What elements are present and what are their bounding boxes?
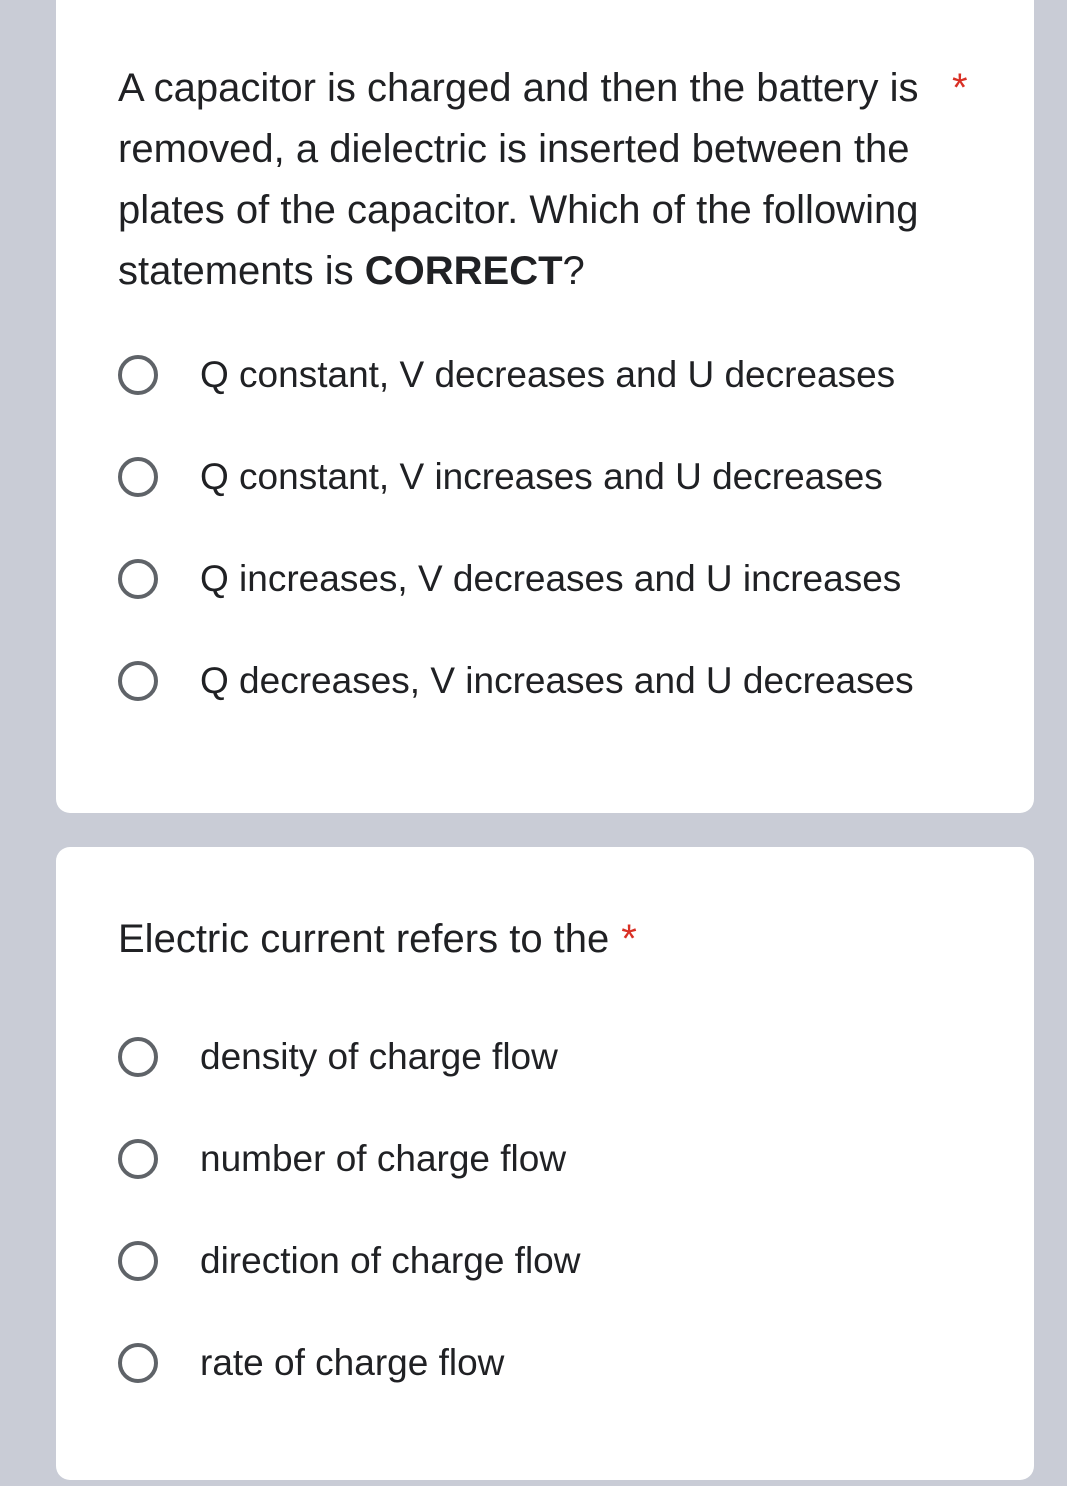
radio-button-icon[interactable] bbox=[118, 1037, 158, 1077]
radio-button-icon[interactable] bbox=[118, 355, 158, 395]
required-asterisk: * bbox=[621, 917, 637, 961]
option-label: Q increases, V decreases and U increases bbox=[200, 558, 902, 599]
radio-button-icon[interactable] bbox=[118, 1343, 158, 1383]
question-title bbox=[118, 58, 998, 302]
question-text-emphasis: CORRECT bbox=[364, 249, 563, 293]
option-label: number of charge flow bbox=[200, 1138, 567, 1179]
radio-button-icon[interactable] bbox=[118, 1241, 158, 1281]
question-card-capacitor bbox=[56, 0, 1034, 813]
question-title bbox=[118, 909, 998, 970]
radio-option[interactable] bbox=[118, 556, 1004, 658]
option-label: Q decreases, V increases and U decreases bbox=[200, 660, 914, 701]
radio-button-icon[interactable] bbox=[118, 661, 158, 701]
option-label: rate of charge flow bbox=[200, 1342, 505, 1383]
radio-button-icon[interactable] bbox=[118, 457, 158, 497]
radio-button-icon[interactable] bbox=[118, 559, 158, 599]
radio-option[interactable] bbox=[118, 1034, 1004, 1136]
radio-option-list bbox=[118, 352, 1004, 760]
radio-option[interactable] bbox=[118, 1340, 1004, 1442]
question-text: Electric current refers to the bbox=[118, 917, 610, 961]
question-card-electric-current bbox=[56, 847, 1034, 1480]
question-text-end: ? bbox=[562, 249, 585, 293]
required-asterisk: * bbox=[952, 66, 968, 110]
option-label: density of charge flow bbox=[200, 1036, 558, 1077]
option-label: Q constant, V increases and U decreases bbox=[200, 456, 883, 497]
radio-option-list bbox=[118, 1034, 1004, 1442]
radio-option[interactable] bbox=[118, 1238, 1004, 1340]
radio-option[interactable] bbox=[118, 1136, 1004, 1238]
radio-option[interactable] bbox=[118, 658, 1004, 760]
option-label: Q constant, V decreases and U decreases bbox=[200, 354, 896, 395]
question-text: A capacitor is charged and then the battery is removed, a dielectric is inserted between the plates of the capacitor. Which of the following statements is bbox=[118, 66, 919, 293]
radio-option[interactable] bbox=[118, 454, 1004, 556]
radio-button-icon[interactable] bbox=[118, 1139, 158, 1179]
radio-option[interactable] bbox=[118, 352, 1004, 454]
option-label: direction of charge flow bbox=[200, 1240, 581, 1281]
